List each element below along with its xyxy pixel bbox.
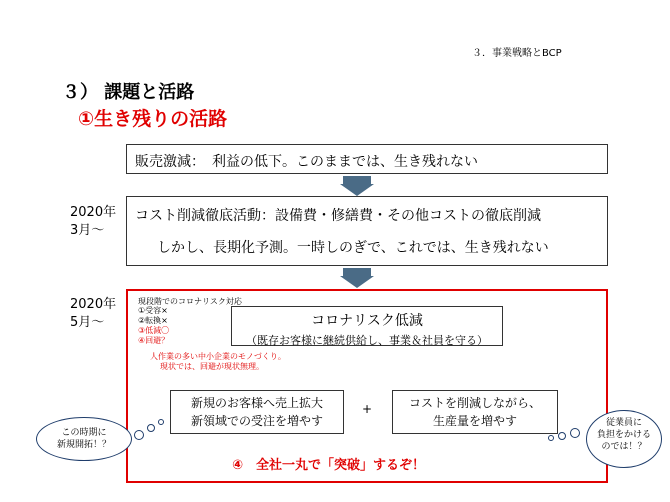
slogan: ④ 全社一丸で「突破」するぞ！ xyxy=(232,458,426,473)
corona-response-title: 現段階でのコロナリスク対応 xyxy=(138,297,242,306)
cost-reduction-box xyxy=(126,196,608,266)
list-item: ①受容× xyxy=(138,306,168,315)
list-item: ②転換× xyxy=(138,316,168,325)
page-title: ３） 課題と活路 xyxy=(62,82,195,103)
period-march-year: 2020年 xyxy=(70,205,117,220)
avoidance-note: 現状では、回避が現状無理。 xyxy=(160,362,264,371)
corona-risk-title: コロナリスク低減 xyxy=(311,313,423,329)
thought-bubble-right xyxy=(586,410,662,468)
section-label: ３．事業戦略とBCP xyxy=(472,48,562,59)
down-arrow-icon xyxy=(340,176,374,196)
corona-response-list xyxy=(138,306,169,346)
strategy-line: 新規のお客様へ売上拡大 xyxy=(190,396,323,410)
plus-sign: + xyxy=(362,402,373,416)
bubble-dot xyxy=(570,428,580,438)
bubble-dot xyxy=(147,424,155,432)
bubble-line: 負担をかける xyxy=(596,430,651,440)
bubble-line: のでは！？ xyxy=(601,442,647,452)
cost-reduction-text: コスト削減徹底活動：設備費・修繕費・その他コストの徹底削減 xyxy=(135,208,541,224)
period-march-month: 3月～ xyxy=(70,223,105,238)
bubble-line: 従業員に xyxy=(605,418,642,428)
strategy-new-customers-box xyxy=(170,390,344,434)
bubble-line: 新規開拓！？ xyxy=(56,440,111,450)
cost-reduction-note: しかし、長期化予測。一時しのぎで、これでは、生き残れない xyxy=(157,240,549,256)
strategy-line: コストを削減しながら、 xyxy=(408,396,541,410)
sales-drop-box xyxy=(126,144,608,174)
thought-bubble-left xyxy=(36,417,132,461)
bubble-dot xyxy=(558,432,566,440)
strategy-line: 新領域での受注を増やす xyxy=(190,414,323,428)
corona-risk-box xyxy=(231,306,503,346)
strategy-line: 生産量を増やす xyxy=(432,414,517,428)
down-arrow-icon xyxy=(340,268,374,288)
bubble-dot xyxy=(548,435,554,441)
list-item: ③低減〇 xyxy=(138,326,170,335)
period-march xyxy=(70,204,116,240)
sme-note: 人作業の多い中小企業のモノづくり。 xyxy=(150,352,286,361)
strategy-cost-box xyxy=(392,390,558,434)
page-subtitle: ①生き残りの活路 xyxy=(78,108,228,130)
period-may xyxy=(70,296,116,332)
corona-risk-subtitle: （既存お客様に継続供給し、事業＆社員を守る） xyxy=(246,334,488,347)
list-item: ④回避？ xyxy=(138,336,170,345)
sales-drop-text: 販売激減： 利益の低下。このままでは、生き残れない xyxy=(135,154,478,170)
bubble-dot xyxy=(158,419,164,425)
period-may-month: 5月～ xyxy=(70,315,105,330)
bubble-dot xyxy=(134,430,144,440)
period-may-year: 2020年 xyxy=(70,297,117,312)
bubble-line: この時期に xyxy=(61,428,107,438)
